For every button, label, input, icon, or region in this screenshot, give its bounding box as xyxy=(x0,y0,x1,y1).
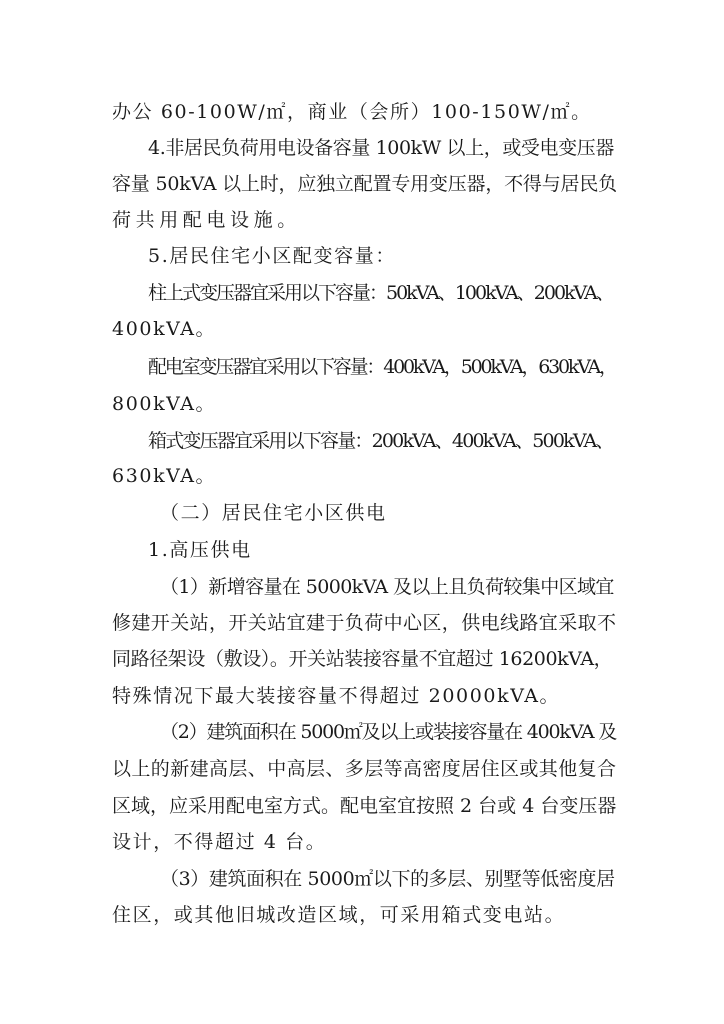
text-line-10: 箱式变压器宜采用以下容量：200kVA、400kVA、500kVA、 xyxy=(148,430,613,452)
text-line-15: 修建开关站，开关站宜建于负荷中心区，供电线路宜采取不 xyxy=(112,612,617,634)
text-line-11: 630kVA。 xyxy=(112,465,217,487)
text-line-22: （3）建筑面积在 5000㎡以下的多层、别墅等低密度居 xyxy=(160,868,615,890)
text-line-16: 同路径架设（敷设）。开关站装接容量不宜超过 16200kVA， xyxy=(112,648,613,670)
text-line-1: 办公 60-100W/㎡，商业（会所）100-150W/㎡。 xyxy=(112,101,592,123)
text-line-7: 400kVA。 xyxy=(112,318,217,340)
text-line-3: 容量 50kVA 以上时，应独立配置专用变压器，不得与居民负 xyxy=(112,173,617,195)
text-line-20: 区域，应采用配电室方式。配电室宜按照 2 台或 4 台变压器 xyxy=(112,795,617,817)
section-heading: （二）居民住宅小区供电 xyxy=(160,502,387,524)
text-line-21: 设计，不得超过 4 台。 xyxy=(112,831,327,853)
text-line-8: 配电室变压器宜采用以下容量：400kVA，500kVA，630kVA， xyxy=(148,356,616,378)
subheading-high-voltage: 1.高压供电 xyxy=(148,539,252,561)
text-line-19: 以上的新建高层、中高层、多层等高密度居住区或其他复合 xyxy=(112,758,617,780)
text-line-4: 荷共用配电设施。 xyxy=(112,209,301,231)
text-line-17: 特殊情况下最大装接容量不得超过 20000kVA。 xyxy=(112,685,561,707)
text-line-6: 柱上式变压器宜采用以下容量：50kVA、100kVA、200kVA、 xyxy=(148,282,613,304)
text-line-2: 4.非居民负荷用电设备容量 100kW 以上，或受电变压器 xyxy=(148,137,614,159)
text-line-23: 住区，或其他旧城改造区域，可采用箱式变电站。 xyxy=(112,904,566,926)
text-line-9: 800kVA。 xyxy=(112,393,217,415)
text-line-14: （1）新增容量在 5000kVA 及以上且负荷较集中区域宜 xyxy=(160,576,614,598)
text-line-18: （2）建筑面积在 5000㎡及以上或装接容量在 400kVA 及 xyxy=(160,721,617,743)
text-line-5: 5.居民住宅小区配变容量： xyxy=(148,245,396,267)
